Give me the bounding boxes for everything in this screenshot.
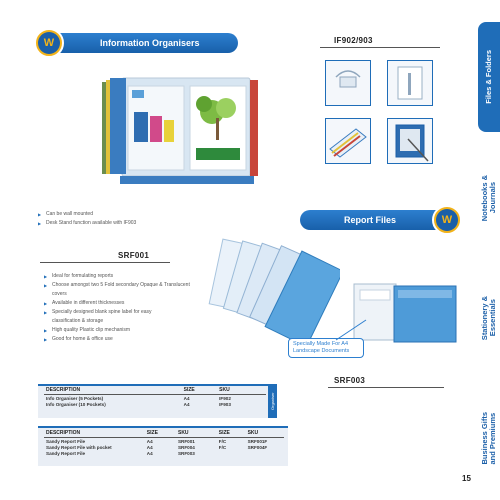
category-tab-label: Stationery & Essentials (480, 295, 497, 341)
table-cell: Info Organiser (5 Pockets) (46, 395, 104, 401)
table-cell: A4 (146, 444, 153, 450)
report-file-features (44, 272, 190, 344)
feature-bullet: ▶ Available in different thicknesses (44, 299, 190, 308)
table-tag: Organiser (268, 384, 277, 418)
feature-bullet: covers (52, 291, 67, 297)
table-cell: IF903 (219, 401, 231, 407)
table-cell: Sandy Report File (46, 438, 86, 444)
thumbnail-desk-stand (387, 60, 433, 106)
table-cell: SRF003 (177, 450, 195, 456)
table-cell: IF902 (219, 395, 231, 401)
table-row (44, 401, 266, 407)
table-cell: A4 (183, 395, 190, 401)
feature-bullet: ▶ Desk Stand function available with IF903 (38, 219, 136, 228)
table-cell: A4 (146, 450, 153, 456)
product-code: SRF001 (118, 251, 150, 260)
product-code: SRF003 (334, 376, 366, 385)
category-tab-label: Notebooks & Journals (480, 174, 497, 222)
table-header: SKU (246, 429, 284, 438)
report-file-spec-table (44, 429, 284, 456)
page-number: 15 (462, 474, 471, 483)
table-cell (246, 450, 284, 456)
table-cell: F/C (218, 444, 227, 450)
information-organisers-banner (38, 33, 238, 53)
feature-bullet: ▶ Ideal for formulating reports (44, 272, 190, 281)
category-tab-label: Files & Folders (484, 50, 493, 104)
category-tab[interactable] (478, 148, 500, 248)
brand-logo: W (34, 28, 64, 58)
thumbnail-wall-mount (325, 60, 371, 106)
info-organiser-photo (92, 72, 272, 190)
feature-bullet: ▶ Can be wall mounted (38, 210, 136, 219)
table-header: SIZE (145, 429, 176, 438)
report-files-banner (300, 210, 456, 230)
section-title: Report Files (344, 215, 397, 225)
table-cell: Info Organiser (10 Pockets) (46, 401, 106, 407)
table-header: SKU (217, 386, 266, 395)
table-header: SIZE (182, 386, 218, 395)
divider (328, 387, 444, 388)
category-tab[interactable] (478, 386, 500, 490)
table-header: DESCRIPTION (44, 429, 145, 438)
table-header: DESCRIPTION (44, 386, 182, 395)
table-cell: SRF001 (177, 438, 195, 444)
callout-pointer (330, 318, 370, 342)
brand-logo: W (432, 205, 462, 235)
divider (320, 47, 440, 48)
product-code: IF902/903 (334, 36, 373, 45)
table-row (44, 450, 284, 456)
table-cell: SRF004 (177, 444, 195, 450)
table-cell: Sandy Report File (46, 450, 86, 456)
table-cell: SRF001F (247, 438, 268, 444)
category-tab[interactable] (478, 22, 500, 132)
thumbnail-colour-pockets (325, 118, 371, 164)
feature-bullet: ▶ High quality Plastic clip mechanism (44, 326, 190, 335)
table-cell: SRF004F (247, 444, 268, 450)
landscape-callout: Specially Made For A4 Landscape Documents (288, 338, 364, 358)
table-header: SKU (176, 429, 217, 438)
table-cell: A4 (183, 401, 190, 407)
organiser-spec-table (44, 386, 266, 407)
category-tab-label: Business Gifts and Premiums (480, 411, 497, 465)
feature-bullet: classification & storage (52, 318, 104, 324)
table-cell: F/C (218, 438, 227, 444)
feature-bullet: ▶ Specially designed blank spine label for easy (44, 308, 190, 317)
table-cell: A4 (146, 438, 153, 444)
feature-bullet: ▶ Choose amongst two 5 Fold secondary Opaque & Translucent (44, 281, 190, 290)
table-header: SIZE (217, 429, 246, 438)
organiser-features (38, 210, 136, 228)
section-title: Information Organisers (100, 38, 200, 48)
thumbnail-open-pocket (387, 118, 433, 164)
table-cell: Sandy Report File with pocket (46, 444, 112, 450)
divider (40, 262, 170, 263)
feature-bullet: ▶ Good for home & office use (44, 335, 190, 344)
table-cell (217, 450, 246, 456)
category-tab[interactable] (478, 266, 500, 370)
